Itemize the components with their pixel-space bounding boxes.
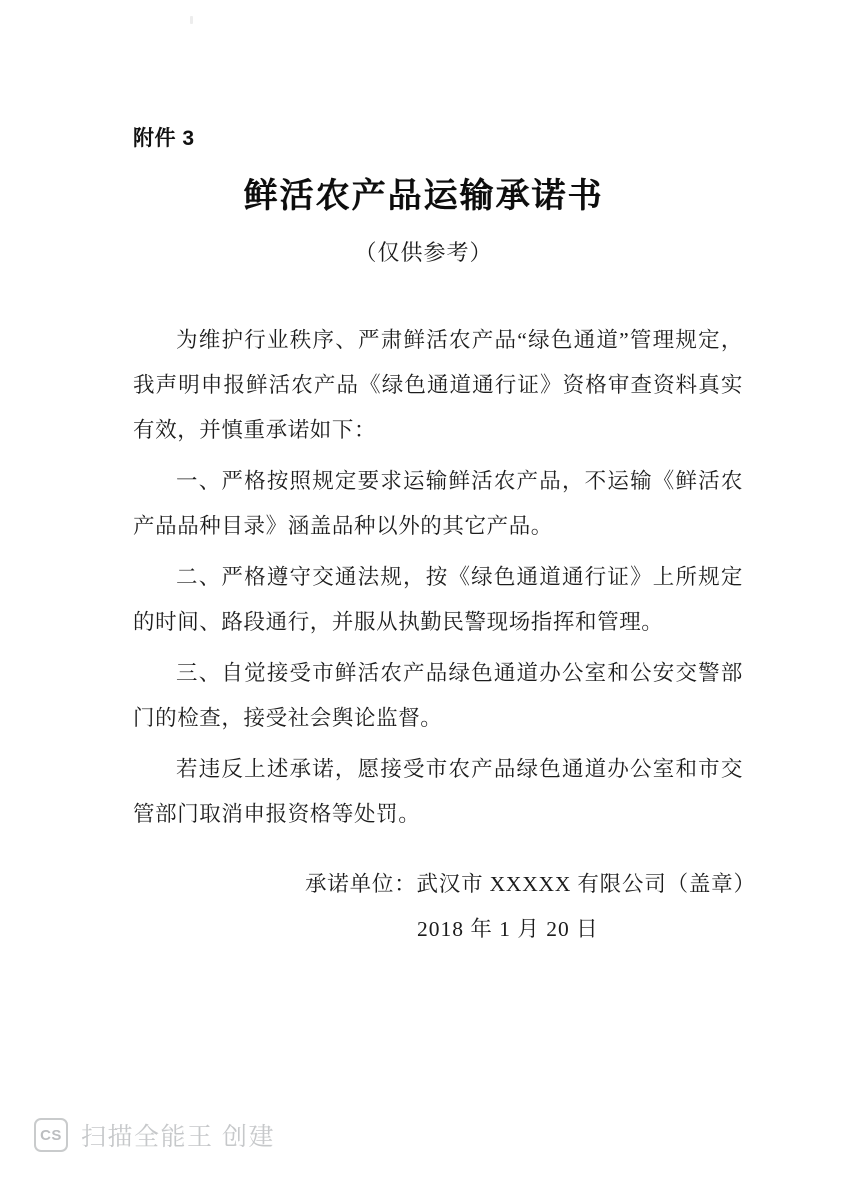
camscanner-watermark xyxy=(34,1117,275,1153)
paragraph-penalty: 若违反上述承诺，愿接受市农产品绿色通道办公室和市交管部门取消申报资格等处罚。 xyxy=(133,757,743,826)
page-title: 鲜活农产品运输承诺书 xyxy=(243,178,604,215)
camscanner-logo-icon: CS xyxy=(34,1118,68,1152)
paragraph-clause-three: 三、自觉接受市鲜活农产品绿色通道办公室和公安交警部门的检查，接受社会舆论监督。 xyxy=(133,661,743,730)
attachment-label: 附件 3 xyxy=(133,127,195,150)
signature-block xyxy=(305,862,756,952)
paragraph-preamble: 为维护行业秩序、严肃鲜活农产品“绿色通道”管理规定，我声明申报鲜活农产品《绿色通道通行证》资格审查资料真实有效，并慎重承诺如下： xyxy=(133,328,743,442)
paragraph-clause-two: 二、严格遵守交通法规，按《绿色通道通行证》上所规定的时间、路段通行，并服从执勤民警现场指挥和管理。 xyxy=(133,565,743,634)
paragraph-clause-one: 一、严格按照规定要求运输鲜活农产品，不运输《鲜活农产品品种目录》涵盖品种以外的其它产品。 xyxy=(133,469,743,538)
signature-date-line: 2018 年 1 月 20 日 xyxy=(417,917,599,941)
document-body xyxy=(133,318,743,839)
signature-unit-line: 承诺单位：武汉市 XXXXX 有限公司（盖章） xyxy=(305,872,756,896)
document-subtitle: （仅供参考） xyxy=(354,240,493,265)
scan-artifact-speck xyxy=(190,16,193,24)
camscanner-watermark-label: 扫描全能王 创建 xyxy=(81,1123,275,1151)
